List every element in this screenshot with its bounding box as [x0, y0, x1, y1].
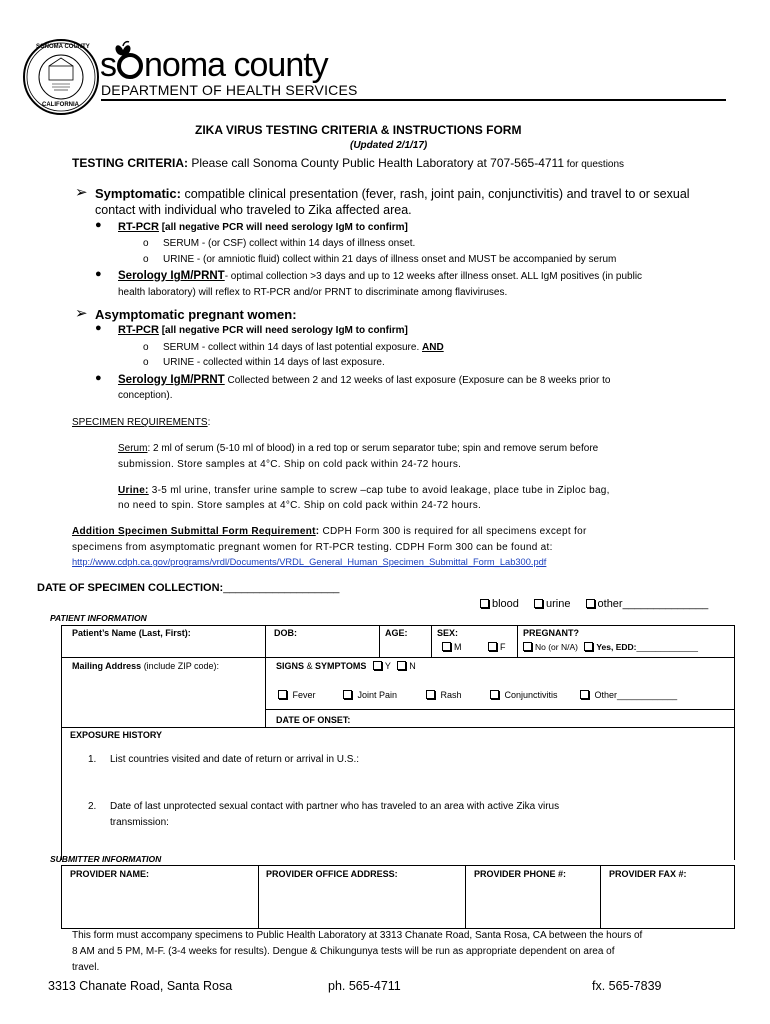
arrow-bullet-icon: ➢ [75, 305, 88, 322]
provider-address-label: PROVIDER OFFICE ADDRESS: [266, 869, 398, 879]
checkbox-icon[interactable] [586, 599, 595, 608]
symptomatic-urine: URINE - (or amniotic fluid) collect within 21 days of illness onset and MUST be accompanied by serum [163, 254, 617, 265]
symptom-other-option[interactable] [580, 690, 677, 700]
preg-yes-label: Yes, EDD: [596, 642, 637, 652]
symptom-other-label: Other [594, 690, 618, 700]
submitter-col-divider [465, 865, 466, 928]
urine-requirement [118, 485, 610, 496]
specimen-heading [72, 417, 210, 428]
checkbox-icon[interactable] [442, 642, 451, 651]
mailing-address [72, 661, 219, 671]
other-option[interactable] [586, 598, 709, 610]
footer-phone: ph. 565-4711 [328, 979, 401, 993]
symptomatic-serology [118, 270, 642, 282]
asymptomatic-serum [163, 342, 444, 353]
addition-colon: : [315, 526, 320, 537]
symptomatic-line1 [95, 186, 690, 201]
rash-option[interactable] [426, 690, 462, 700]
patient-col-divider [265, 625, 266, 727]
preg-no-option[interactable] [523, 642, 578, 652]
checkbox-icon[interactable] [480, 599, 489, 608]
patient-signs-divider [265, 709, 734, 710]
rtpcr-label: RT-PCR [118, 324, 159, 336]
rtpcr-label: RT-PCR [118, 221, 159, 233]
exposure-q1: List countries visited and date of return or arrival in U.S.: [110, 754, 360, 765]
urine-requirement-2: no need to spin. Store samples at 4°C. Ship on cold pack within 24-72 hours. [118, 500, 482, 511]
checkbox-icon[interactable] [426, 690, 435, 699]
serum-text: SERUM - collect within 14 days of last potential exposure. [163, 342, 423, 353]
sex-m-option[interactable] [442, 642, 462, 652]
symptom-no-option[interactable] [397, 661, 416, 671]
department-name: DEPARTMENT OF HEALTH SERVICES [101, 82, 358, 98]
form-updated: (Updated 2/1/17) [350, 140, 428, 151]
serum-and: AND [422, 342, 444, 353]
conjunctivitis-label: Conjunctivitis [504, 690, 558, 700]
specimen-heading-colon: : [207, 417, 211, 428]
serology-text1: - optimal collection >3 days and up to 12 weeks after illness onset. ALL IgM positives (in public [224, 271, 643, 282]
blood-label: blood [492, 598, 519, 610]
yes-label: Y [384, 661, 391, 671]
exposure-q2-num: 2. [88, 801, 97, 812]
sex-label: SEX: [437, 628, 459, 638]
addition-text1: CDPH Form 300 is required for all specimens except for [319, 526, 587, 537]
exposure-q2-line2: transmission: [110, 817, 169, 828]
asymptomatic-serology [118, 374, 610, 386]
symptomatic-serum: SERUM - (or CSF) collect within 14 days of illness onset. [163, 238, 416, 249]
footer-address: 3313 Chanate Road, Santa Rosa [48, 979, 233, 993]
cdph-form-link[interactable]: http://www.cdph.ca.gov/programs/vrdl/Documents/VRDL_General_Human_Specimen_Submittal_Form_Lab300.pdf [72, 557, 547, 567]
specimen-heading-text: SPECIMEN REQUIREMENTS [72, 417, 208, 428]
bullet-icon: ● [95, 268, 102, 280]
serology-label: Serology IgM/PRNT [118, 374, 225, 386]
form-title: ZIKA VIRUS TESTING CRITERIA & INSTRUCTIONS FORM [195, 123, 522, 137]
asymptomatic-heading: Asymptomatic pregnant women: [95, 307, 297, 322]
serology-label: Serology IgM/PRNT [118, 270, 225, 282]
checkbox-icon[interactable] [278, 690, 287, 699]
preg-no-label: No (or N/A) [535, 642, 578, 652]
symptom-other-blank[interactable]: ____________ [617, 690, 678, 700]
age-label: AGE: [385, 628, 408, 638]
urine-label: Urine: [118, 485, 149, 496]
provider-phone-label: PROVIDER PHONE #: [474, 869, 567, 879]
other-blank[interactable]: ______________ [622, 598, 709, 610]
asymptomatic-rtpcr [118, 324, 408, 336]
addition-label: Addition Specimen Submittal Form Requirement [72, 526, 316, 537]
rtpcr-note: [all negative PCR will need serology IgM to confirm] [158, 222, 408, 233]
criteria-label: TESTING CRITERIA: [72, 156, 188, 170]
sex-f-option[interactable] [488, 642, 506, 652]
symptomatic-serology2: health laboratory) will reflex to RT-PCR and/or PRNT to discriminate among flaviviruses. [118, 287, 508, 298]
joint-pain-label: Joint Pain [357, 690, 398, 700]
fever-option[interactable] [278, 690, 316, 700]
signs-amp: & [304, 661, 316, 671]
serology-text1: Collected between 2 and 12 weeks of last exposure (Exposure can be 8 weeks prior to [224, 375, 611, 386]
patient-col-divider [431, 625, 432, 657]
signs-symptoms [276, 661, 416, 671]
serum-requirement [118, 443, 598, 454]
preg-yes-option[interactable] [584, 642, 698, 652]
patient-section-label: PATIENT INFORMATION [50, 613, 147, 623]
checkbox-icon[interactable] [373, 661, 382, 670]
symptoms-label: SYMPTOMS [315, 661, 367, 671]
symptomatic-text2: contact with individual who traveled to Zika affected area. [95, 203, 412, 217]
patient-name-label: Patient’s Name (Last, First): [72, 628, 191, 638]
patient-border-right [734, 625, 735, 860]
patient-col-divider [379, 625, 380, 657]
collection-date-blank[interactable]: ___________________ [223, 582, 340, 594]
urine-option[interactable] [534, 598, 570, 610]
symptomatic-text1: compatible clinical presentation (fever, rash, joint pain, conjunctivitis) and travel to or sexual [180, 187, 690, 201]
addition-requirement [72, 526, 587, 537]
sex-m-label: M [454, 642, 462, 652]
testing-criteria [72, 156, 624, 170]
serum-text1: : 2 ml of serum (5-10 ml of blood) in a red top or serum separator tube; spin and remove serum before [147, 443, 599, 454]
blood-option[interactable] [480, 598, 519, 610]
preg-yes-blank[interactable]: _____________ [636, 642, 698, 652]
mailing-label: Mailing Address [72, 661, 142, 671]
submitter-section-label: SUBMITTER INFORMATION [50, 854, 162, 864]
pregnant-options [523, 642, 698, 652]
addition-requirement-2: specimens from asymptomatic pregnant women for RT-PCR testing. CDPH Form 300 can be found at: [72, 542, 553, 553]
checkbox-icon[interactable] [490, 690, 499, 699]
collection-date [37, 582, 339, 594]
mailing-note: (include ZIP code): [141, 661, 220, 671]
submitter-col-divider [258, 865, 259, 928]
footer-note-3: travel. [72, 962, 100, 973]
footer-fax: fx. 565-7839 [592, 979, 662, 993]
bullet-icon: ● [95, 219, 102, 231]
criteria-text: Please call Sonoma County Public Health Laboratory at 707-565-4711 [188, 156, 565, 170]
asymptomatic-urine: URINE - collected within 14 days of last exposure. [163, 357, 385, 368]
fever-label: Fever [292, 690, 316, 700]
bullet-icon: ● [95, 372, 102, 384]
other-label: other [597, 598, 623, 610]
patient-row-divider [61, 657, 735, 658]
serum-requirement-2: submission. Store samples at 4°C. Ship on cold pack within 24-72 hours. [118, 459, 462, 470]
brand-rest: noma county [144, 46, 328, 84]
circle-bullet-icon: o [143, 342, 149, 353]
exposure-q2: Date of last unprotected sexual contact with partner who has traveled to an area with active Zika virus [110, 801, 560, 812]
seal-text-bottom: CALIFORNIA [42, 102, 79, 108]
circle-bullet-icon: o [143, 254, 149, 265]
pregnant-label: PREGNANT? [523, 628, 579, 638]
symptom-yes-option[interactable] [373, 661, 391, 671]
checkbox-icon[interactable] [584, 642, 593, 651]
patient-exposure-divider [61, 727, 735, 728]
signs-label: SIGNS [276, 661, 305, 671]
footer-note-2: 8 AM and 5 PM, M-F. (3-4 weeks for results). Dengue & Chikungunya tests will be run as appropriate dependent on area of [72, 946, 615, 957]
symptomatic-rtpcr [118, 221, 408, 233]
rtpcr-note: [all negative PCR will need serology IgM to confirm] [158, 325, 408, 336]
exposure-q1-num: 1. [88, 754, 97, 765]
patient-col-divider [517, 625, 518, 657]
no-label: N [409, 661, 416, 671]
urine-label: urine [545, 598, 571, 610]
conjunctivitis-option[interactable] [490, 690, 558, 700]
checkbox-icon[interactable] [580, 690, 589, 699]
rash-label: Rash [440, 690, 462, 700]
patient-border-left [61, 625, 62, 860]
asymptomatic-serology2: conception). [118, 390, 173, 401]
criteria-small: for questions [564, 159, 625, 170]
provider-name-label: PROVIDER NAME: [70, 869, 150, 879]
footer-note-1: This form must accompany specimens to Public Health Laboratory at 3313 Chanate Road, Santa Rosa, CA between the hours of [72, 930, 643, 941]
brand-wordmark [100, 48, 328, 82]
exposure-heading: EXPOSURE HISTORY [70, 730, 163, 740]
checkbox-icon[interactable] [343, 690, 352, 699]
county-seal [22, 38, 100, 116]
dob-label: DOB: [274, 628, 297, 638]
serum-label: Serum [118, 443, 148, 454]
arrow-bullet-icon: ➢ [75, 184, 88, 201]
checkbox-icon[interactable] [397, 661, 406, 670]
brand-s: s [100, 46, 116, 84]
collection-date-label: DATE OF SPECIMEN COLLECTION: [37, 582, 224, 594]
brand-o-icon [117, 53, 143, 79]
seal-text-top: SONOMA COUNTY [36, 44, 90, 50]
onset-label: DATE OF ONSET: [276, 715, 351, 725]
urine-text1: 3-5 ml urine, transfer urine sample to screw –cap tube to avoid leakage, place tube in Ziploc bag, [148, 485, 610, 496]
circle-bullet-icon: o [143, 238, 149, 249]
specimen-type-options [480, 598, 708, 610]
patient-border-top [61, 625, 735, 626]
bullet-icon: ● [95, 322, 102, 334]
joint-pain-option[interactable] [343, 690, 397, 700]
submitter-col-divider [600, 865, 601, 928]
circle-bullet-icon: o [143, 357, 149, 368]
checkbox-icon[interactable] [523, 642, 532, 651]
checkbox-icon[interactable] [488, 642, 497, 651]
header-rule [101, 99, 726, 101]
sex-f-label: F [500, 642, 506, 652]
provider-fax-label: PROVIDER FAX #: [609, 869, 687, 879]
symptomatic-heading: Symptomatic: [95, 186, 181, 201]
checkbox-icon[interactable] [534, 599, 543, 608]
